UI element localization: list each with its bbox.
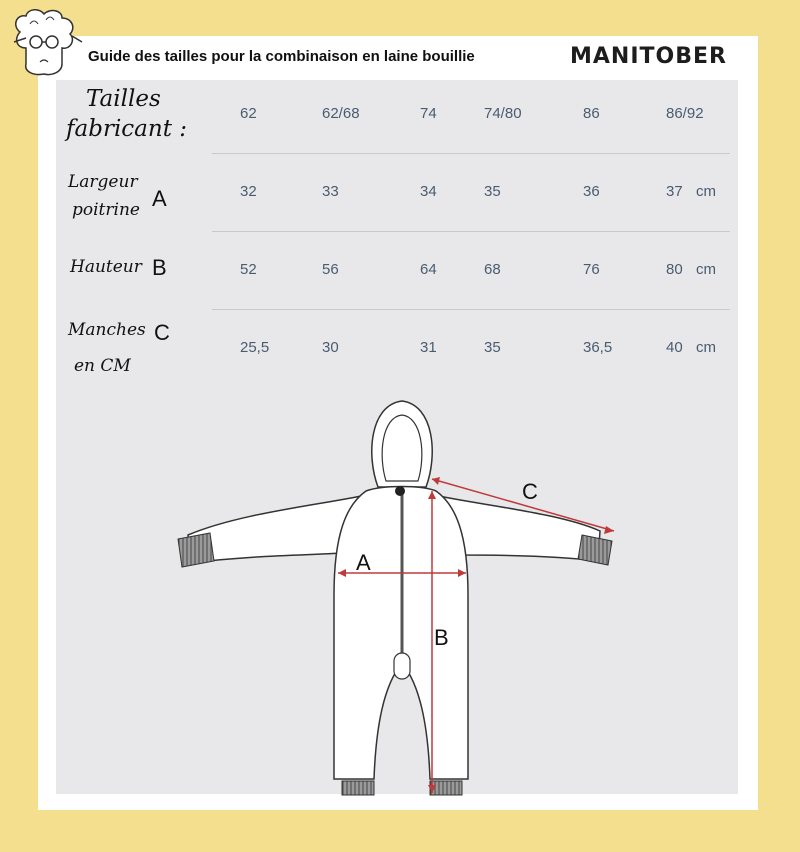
row-a-value: 37 — [666, 183, 683, 200]
jumpsuit-diagram — [170, 395, 630, 800]
left-cuff — [178, 533, 214, 567]
zipper-end — [394, 653, 410, 679]
size-label-line2: fabricant : — [66, 116, 188, 142]
left-ankle-cuff — [342, 781, 374, 795]
row-divider — [212, 309, 730, 310]
row-c-unit: cm — [696, 339, 716, 356]
row-c-value: 25,5 — [240, 339, 270, 356]
row-c-label-line2: en CM — [74, 356, 131, 376]
size-header-86-92: 86/92 — [666, 105, 704, 122]
size-header-74: 74 — [420, 105, 437, 122]
row-c-value: 35 — [484, 339, 501, 356]
size-header-62-68: 62/68 — [322, 105, 360, 122]
row-b-label-line1: Hauteur — [70, 257, 142, 277]
row-a-letter: A — [152, 186, 167, 211]
right-cuff — [578, 535, 612, 565]
size-header-74-80: 74/80 — [484, 105, 522, 122]
measure-b-label: B — [434, 625, 449, 650]
row-c-value: 31 — [420, 339, 437, 356]
brand-logo: MANITOBER — [570, 44, 727, 69]
right-ankle-cuff — [430, 781, 462, 795]
measure-a-label: A — [356, 550, 371, 575]
row-divider — [212, 153, 730, 154]
row-c-value: 30 — [322, 339, 339, 356]
size-header-62: 62 — [240, 105, 257, 122]
row-a-value: 36 — [583, 183, 600, 200]
zipper-pull — [395, 486, 405, 496]
page-title: Guide des tailles pour la combinaison en laine bouillie — [88, 48, 475, 65]
row-a-value: 35 — [484, 183, 501, 200]
row-divider — [212, 231, 730, 232]
row-a-value: 33 — [322, 183, 339, 200]
size-label-line1: Tailles — [86, 86, 161, 112]
row-c-value: 40 — [666, 339, 683, 356]
row-c-label-line1: Manches — [68, 320, 146, 340]
row-a-unit: cm — [696, 183, 716, 200]
row-c-value: 36,5 — [583, 339, 613, 356]
row-b-value: 64 — [420, 261, 437, 278]
row-b-value: 80 — [666, 261, 683, 278]
row-a-label-line1: Largeur — [68, 172, 138, 192]
row-b-value: 52 — [240, 261, 257, 278]
size-header-86: 86 — [583, 105, 600, 122]
row-b-value: 68 — [484, 261, 501, 278]
row-b-value: 76 — [583, 261, 600, 278]
row-a-value: 34 — [420, 183, 437, 200]
row-b-value: 56 — [322, 261, 339, 278]
row-a-value: 32 — [240, 183, 257, 200]
sheep-logo-icon — [6, 6, 86, 78]
measure-c-arrowhead-start — [432, 477, 440, 485]
measure-c-label: C — [522, 479, 538, 504]
hood-inner — [382, 415, 422, 481]
row-b-unit: cm — [696, 261, 716, 278]
row-a-label-line2: poitrine — [72, 200, 140, 220]
row-c-letter: C — [154, 320, 170, 345]
row-b-letter: B — [152, 255, 167, 280]
